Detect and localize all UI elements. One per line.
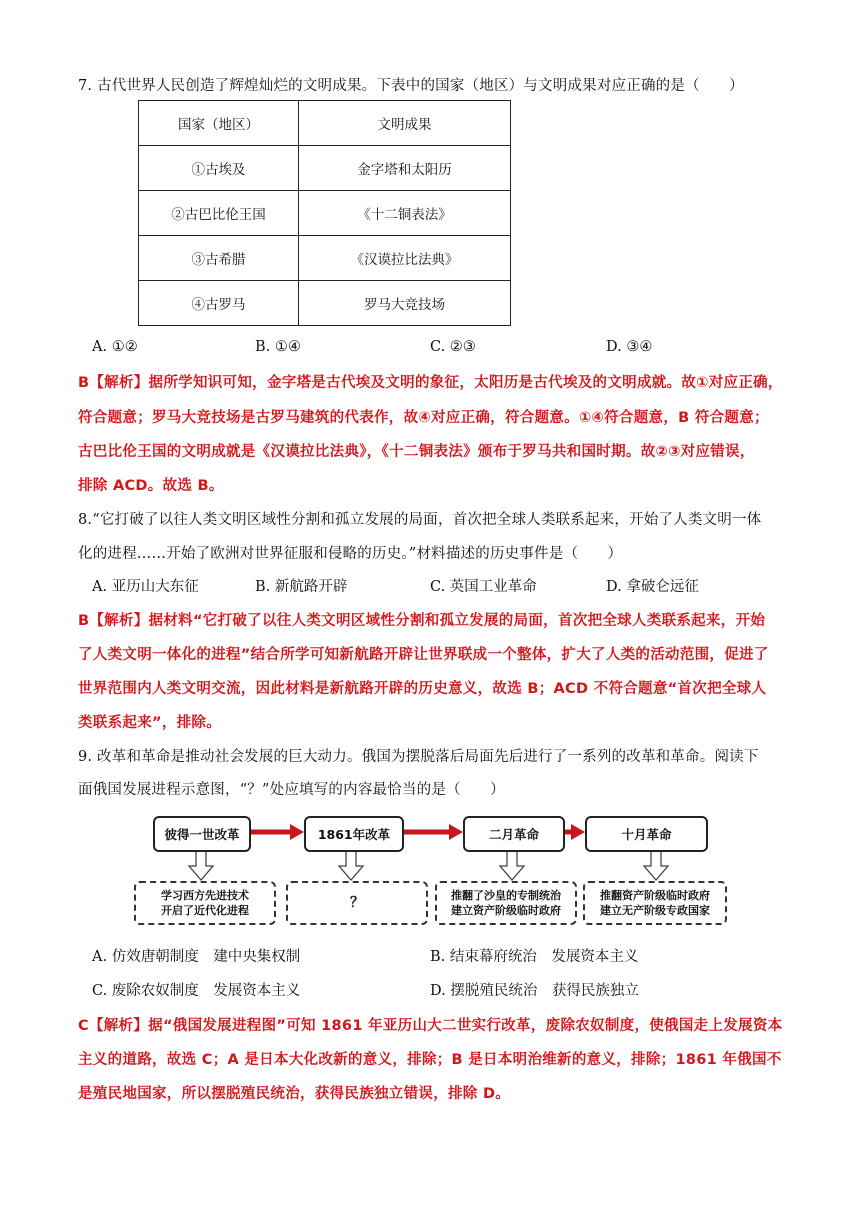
table-cell: ①古埃及 <box>139 146 299 191</box>
result-text: 建立资产阶级临时政府 <box>451 904 561 917</box>
result-text: 开启了近代化进程 <box>161 904 249 917</box>
q9-option-a: A. 仿效唐朝制度 建中央集权制 <box>92 949 301 965</box>
red-arrow-icon <box>249 824 304 840</box>
table-cell: ③古希腊 <box>139 236 299 281</box>
table-cell: 《汉谟拉比法典》 <box>299 236 511 281</box>
down-arrow-icon <box>644 849 668 880</box>
q9-analysis-line: C【解析】据“俄国发展进程图”可知 1861 年亚历山大二世实行改革，废除农奴制度，使俄国走上发展资本 <box>78 1018 783 1034</box>
q9-analysis-line: 主义的道路，故选 C；A 是日本大化改新的意义，排除；B 是日本明治维新的意义，排除；1861 年俄国不 <box>78 1052 782 1068</box>
table-header-achievement: 文明成果 <box>299 101 511 146</box>
q7-option-a: A. ①② <box>92 339 138 355</box>
down-arrow-icon <box>339 849 363 880</box>
q8-analysis-line: 了人类文明一体化的进程”结合所学可知新航路开辟让世界联成一个整体，扩大了人类的活动范围，促进了 <box>78 647 769 663</box>
q8-option-c: C. 英国工业革命 <box>430 579 537 595</box>
q8-stem-line: 8.“它打破了以往人类文明区域性分割和孤立发展的局面，首次把全球人类联系起来，开始了人类文明一体 <box>78 512 762 528</box>
q9-option-c: C. 废除农奴制度 发展资本主义 <box>92 983 301 999</box>
result-text: ？ <box>350 894 364 911</box>
down-arrow-icon <box>189 849 213 880</box>
q7-option-b: B. ①④ <box>255 339 301 355</box>
q8-option-b: B. 新航路开辟 <box>255 579 348 595</box>
result-box <box>134 881 276 925</box>
event-box: 十月革命 <box>585 816 708 852</box>
event-box: 二月革命 <box>463 816 565 852</box>
result-text: 学习西方先进技术 <box>161 889 249 902</box>
down-arrow-icon <box>500 849 524 880</box>
result-box <box>583 881 727 925</box>
red-arrow-icon <box>563 824 585 840</box>
q8-stem-line: 化的进程……开始了欧洲对世界征服和侵略的历史。”材料描述的历史事件是（ ） <box>78 546 623 562</box>
table-cell: 金字塔和太阳历 <box>299 146 511 191</box>
q7-option-d: D. ③④ <box>606 339 653 355</box>
table-cell: ②古巴比伦王国 <box>139 191 299 236</box>
result-box <box>435 881 577 925</box>
event-box: 1861年改革 <box>304 816 404 852</box>
q8-option-d: D. 拿破仑远征 <box>606 579 699 595</box>
result-text: 推翻了沙皇的专制统治 <box>451 889 561 902</box>
result-text: 建立无产阶级专政国家 <box>600 904 710 917</box>
result-text: 推翻资产阶级临时政府 <box>600 889 710 902</box>
q8-analysis-line: 类联系起来”，排除。 <box>78 715 222 731</box>
q8-analysis-line: 世界范围内人类文明交流，因此材料是新航路开辟的历史意义，故选 B；ACD 不符合题意“首次把全球人 <box>78 681 767 697</box>
table-cell: 《十二铜表法》 <box>299 191 511 236</box>
q9-stem-line: 面俄国发展进程示意图，“？”处应填写的内容最恰当的是（ ） <box>78 782 505 798</box>
q7-stem: 7. 古代世界人民创造了辉煌灿烂的文明成果。下表中的国家（地区）与文明成果对应正确的是（ ） <box>78 78 744 94</box>
q7-option-c: C. ②③ <box>430 339 476 355</box>
table-header-country: 国家（地区） <box>139 101 299 146</box>
event-box: 彼得一世改革 <box>153 816 251 852</box>
q7-analysis-line: B【解析】据所学知识可知，金字塔是古代埃及文明的象征，太阳历是古代埃及的文明成就。故①对应正确， <box>78 375 783 391</box>
q9-analysis-line: 是殖民地国家，所以摆脱殖民统治，获得民族独立错误，排除 D。 <box>78 1086 511 1102</box>
q8-analysis-line: B【解析】据材料“它打破了以往人类文明区域性分割和孤立发展的局面，首次把全球人类联系起来，开始 <box>78 613 766 629</box>
q8-option-a: A. 亚历山大东征 <box>92 579 199 595</box>
q7-analysis-line: 符合题意；罗马大竞技场是古罗马建筑的代表作，故④对应正确，符合题意。①④符合题意，B 符合题意； <box>78 410 769 426</box>
red-arrow-icon <box>402 824 463 840</box>
q7-analysis-line: 排除 ACD。故选 B。 <box>78 478 224 494</box>
q7-analysis-line: 古巴比伦王国的文明成就是《汉谟拉比法典》，《十二铜表法》颁布于罗马共和国时期。故②③对应错误， <box>78 444 755 460</box>
q9-stem-line: 9. 改革和革命是推动社会发展的巨大动力。俄国为摆脱落后局面先后进行了一系列的改革和革命。阅读下 <box>78 749 759 765</box>
result-box-unknown <box>286 881 428 925</box>
q9-option-d: D. 摆脱殖民统治 获得民族独立 <box>430 983 639 999</box>
table-cell: ④古罗马 <box>139 281 299 326</box>
q9-option-b: B. 结束幕府统治 发展资本主义 <box>430 949 639 965</box>
table-cell: 罗马大竞技场 <box>299 281 511 326</box>
